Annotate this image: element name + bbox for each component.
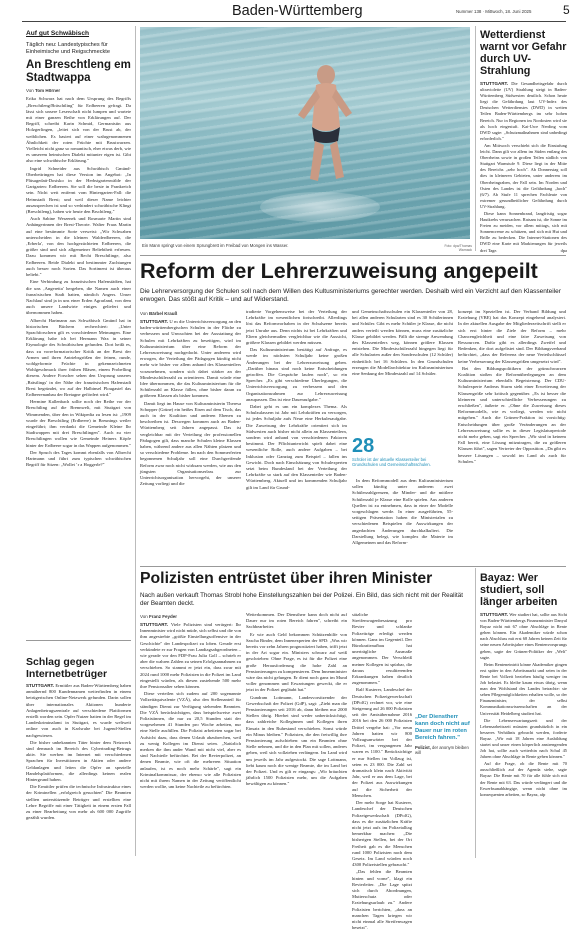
article-paragraph: und Gemeinschaftsschulen ein Klassenteiler von 28, bei allen anderen Schularten sind es 30 Schülerinnen und Schüler. Gibt es mehr Schüler je Klasse, die nicht anders verteilt werden können, muss eine zusätzliche Klasse gebildet werden. Fällt die strenge Anwendung des Klassenteilers weg, können größere Klassen entstehen. Die Mindestschülerzahl hingegen liegt für alle Schularten außer den Sonderschulen (12 Schüler) einheitlich bei 16 Schülern. In den Grundschulen erzeugen die Modellarchitektur im Kultusministerium eine Senkung der Mindestzahl auf 14 Schüler.: [352, 309, 453, 377]
info-box: [352, 436, 453, 470]
column-paragraph: Albrecht Hartmann aus Schwäbisch Gmünd hat in historischen Büchern recherchiert: „Unter Sprachforschern gilt es vorschiedener Meinungen. Eine Erklärung habe ich bei Hermann Wax in seiner Etymologie des Schwäbischen gefunden. Dort heißt es, dass zu vorreformatorischer Kritik an der Brest der Armen und ihren Antriebsgrößen der feinen, runde, wohlgeformte Früchte in gekennzeichneten Wohlgeschmack ihrer frühen Bläsen, einem Probelling diesem. Andere Forscher sehen den Ursprung unseres ‚Brästlings' in der Nähe der französischen Hafenstadt Brest begründet, wo auf der Halbinsel Plougastel das Erdbeerenanbau der Bretagne gefördert wird.": [26, 317, 131, 397]
article-paragraph: tradierte Vorgehensweise bei der Verteilung der Lehrkräfte im wesentlichen fortschreibt. Allerdings löst das Reformvorhaben in der Schulszene bereits jetzt Unruhe aus. Denn nichts ist bei Lehrkräften und Eltern gleichermaßen vergleichbar wie die Aussicht, größere Klassen gebildet werden müssen.: [246, 309, 347, 346]
article-paragraph: [140, 622, 241, 690]
article-body: [140, 622, 241, 790]
article-paragraph: Der mehr Sorge hat Kusterer, Landeschef der Deutschen Polizeigewerkschaft (DPolG), dass es die zusätzlichen Kräfte nicht jetzt aufs im Polizeialltag bemerkbar machen: „Die bisherigen Stellen, bei der Ort Freiheit gab es die Menschen rund 1000 Polizisten nach dem Gesetz. Im Land würden noch 4300 Polizeistellen gebraucht.": [352, 800, 412, 868]
main-article-col-4: [458, 309, 566, 466]
pull-quote-source: [415, 745, 470, 755]
main-article-col-3: [352, 309, 453, 378]
article-paragraph-text: Wer studiert hat, sollte aus Sicht von Baden-Württembergs Finanzminister Danyal Bayaz nicht mit 67 ohne Abschläge in Rente gehen können. Ein Akademiker würde schon nach Abschluss mit erst 68 Jahren keinen Zeit für seine neuen Arbeitsjahre eines Rentenvorsprungs geben, sagte der Grünen-Politiker der „Welt" sagte.: [480, 612, 567, 660]
article-dateline: STUTTGART.: [140, 319, 168, 324]
police-col-3: [352, 612, 412, 931]
info-box-text: Schüler ist der aktuelle Klassenteiler bei Grundschulen und Gemeinschaftsschulen.: [352, 457, 431, 468]
article-paragraph: Am Mittwoch verschiebt sich die Einstufung leicht. Dann gilt vor allem im Süden entlang des Oberrheins sowie in großen Teilen südlich von Stuttgart Warnstufe 9. Diese liegt in der Mitte des Bereichs „sehr hoch". Ab Donnerstag soll dies in kleineren Gebieten, unter anderem im Oberrheingraben, der Fall sein. Im Norden und Osten des Landes ist die Gefährdung „hoch" (6/7). Ab Stufe 11 sprechen Fachleute von extremer gesundheitlicher Gefährdung durch UV-Strahlung.: [480, 142, 567, 209]
article-paragraph: Diese verteilen sich zudem auf 200 sogenannte Vollzeitäquivalente (VZÄ), also den Stellenanteil für ständigen Dienst zur Verfügung stehenden Beamten. Die VZÄ berücksichtigen, dass beispielsweise zwei Polizistinnen, die nur zu 20,5 Stunden statt der vorgesehenen 41 Stunden pro Woche arbeiten, nur eine Stelle ausfüllen. Die Polizist arbeiteten sogar bei Aufsicht dazu, dass denen Urlaub abzubrechen, weil zu wenig Kollegen im Dienst seien. „Natürlich merken die ihm ander Wand mit nicht viel, aber es sind Nachteile befürchtet. Bei der Revierpolizei, an denen Beamte, wie oft die mehreren Situation anlaufen, ist es noch mehr Schärfe", sagt ein Kriminalkommissar, der ebenso wie alle Polizisten nicht mit ihrem Namen in der Zeitung veröffentlicht werden wollte, um keine Nachteile zu befürchten.: [140, 691, 241, 790]
article-body: [480, 612, 567, 798]
article-paragraph-text: U m die Unterrichtsversorgung an den baden-württembergischen Schulen in der Fläche zu verbessern und Unwuchten bei der Ausstattung der Schulen mit Lehrkräften zu beseitigen, wird im Kultusministerium über eine Reform der Lehrerzuweisung nachgedacht. Unter anderem wird erwogen, die Verteilung der Pädagogen künftig nicht mehr wie bisher vor allem anhand des Klassenteilers vorzunehmen, sondern sich dabei stärker an der Mindestschülerzahl zu orientieren. Damit würde eine Idee übernommen, die das Kultusministerium für die Schülerzahl an Klasse fällen, ohne bisher daran zu größeren Klassen als bisher kommen.: [140, 319, 241, 399]
article-dateline: STUTTGART.: [480, 81, 508, 86]
article-paragraph: Beim Renteneintritt könne Akademiker gingen erst später in den Arbeitsmarkt und seien in der Rente bei Vollzeit beziehen häufig weniger im Job belastet. Es bleibe kaum etwas übrig, wenn man den Wohlstand des Landes betrachte: sie sehen Pflegemöglichkeiten erhalten wolle, so der Finanzminister, der selbst Kommunikationswissenschaften an der Universität Heidelberg studiert hat.: [480, 661, 567, 716]
article-paragraph: [140, 319, 241, 400]
column-paragraph: Hermine Kallenbach sollte noch der Reihe vor der Breschtling auf die Brennwelt, mit Stuttgart von Wimmenden, über den in Wikipedia zu lesen ist: „1909 wurde der Breschtling (Erdbeere) in Breunings weiler eingeführt; ihm verdankt die Gemeinde Kleine Ihr Stadtwappen mit drei Breschtlingen". Auch zu vier Breschtlingen wollen wie Gemeinde Heiners Köpfe hinter der Erdbeere sogar in das Wappen aufgenommen.": [26, 399, 131, 448]
police-pull-quote: [415, 714, 470, 755]
pull-quote-source-name: Polizist,: [415, 745, 431, 750]
article-paragraph: Die bisher unbekannten Täter hinter dem Netzwerk sind demnach im Bereich des Cybertrading-Betrugs aktiv. Sie werben im Internet mit verschiedenen Sprachen für Investitionen in Aktien oder andere Geldanlagen und leiten die Opfer an spezielle Handelsplattformen, die allerdings keinen realen Hintergrund haben.: [26, 739, 131, 783]
uv-warning-article: [480, 29, 567, 255]
article-paragraph: Weiterkommen. Der Dienstherr kann doch nicht auf Dauer nur im roten Bereich fahren", schreibt ein Sachbearbeiter.: [246, 612, 347, 630]
article-paragraph: konzept im Speziellen ist. Der Verband Bildung und Erziehung (VBE) hat das Konzept eingehend analysiert. In der aktuellen Ausgabe der Mitgliederzeitschrift stellt er sich erst hinter die Ziele der Reform – mehr Chancengleichheit und eine faire Zuweisung von Ressourcen. Dafür gibt es allerdings Zweifel und Bedenken, die dort aufgelistet sind. Der Bildungsverband befürchtet, „dass der Referenz der neue Verteilschlüssel keine Verbesserung der Klassengrößen umgesetzt wird".: [458, 309, 566, 364]
section-title: Baden-Württemberg: [232, 3, 363, 19]
pull-quote-text: „Der Dienstherr kann doch nicht auf Dauer nur im roten Bereich fahren.": [415, 714, 470, 741]
left-bottom-rule: [26, 640, 131, 641]
diver-figure: [290, 57, 360, 187]
column-byline: [26, 88, 131, 93]
article-paragraph: Die Lebenserwartungszeit und der Lebensarbeitszeit müssten grundsätzlich in ein besseres Verhältnis gebracht werden, forderte Bayaz. „Wir mit 18 Jahren eine Ausbildung startet und unser einen körperlich anstrengenden Job hat, sollte auch weiterhin nach Schul 45 Jahren ohne Abschläge in Rente gehen können.": [480, 717, 567, 760]
bayaz-article: [480, 572, 567, 799]
column-paragraph: Der Spruch des Tages kommt ebenfalls von Albrecht Hartmann und führt zum typischen schwäbischen Begriff für Sitzen: „Wollet ’r a Hoggerle?": [26, 449, 131, 468]
article-paragraph: [26, 683, 131, 739]
header-rule: [22, 21, 566, 22]
police-teaser: Nach außen verkauft Thomas Strobl hohe Einstellungszahlen bei der Polizei. Ein Bild, das sich nicht mit der Realität der Beamten deckt.: [140, 592, 463, 607]
police-col-2: [246, 612, 347, 789]
photo-caption: Ein Mann springt von einem Sprungbrett im Freibad von Mongen ins Wasser.: [142, 243, 289, 248]
page-header: [0, 0, 587, 22]
police-byline: [140, 614, 241, 619]
pool-photo: [140, 27, 470, 239]
column-divider: [475, 26, 476, 251]
pull-quote-source-note: der anonym bleiben will: [415, 745, 469, 755]
article-paragraph: Das Kultusministerium bestätigt auf Anfrage, es werde im nächsten Schuljahr keine großen Änderungen bei der Lehrerzuweisung geben. „Darüber hinaus sind noch keine Entscheidungen getroffen. Die Gespräche laufen noch", so ein Sprecher. „Es gibt verschiedene Überlegungen, die Unterrichtsversorgung zu verbessern und den Organisationsrahmen zur Lehrerzuweisung anzupassen. Das ist eine Daueraufgabe.": [246, 347, 347, 402]
left-column: [26, 30, 131, 469]
main-article-rule: [140, 255, 566, 256]
article-body: [140, 319, 241, 487]
byline-author: Franz Feyder: [149, 614, 178, 619]
byline-author: Tom Hörner: [35, 88, 61, 94]
article-paragraph: Damit liegt im Hause von Kultusministerin Theresa Schopper (Grüne) ein heißes Eisen auf dem Tisch, das auch in der Koalition und anderen Ebenen zu beschreiben ist. Deswegen kommen auch an Baden-Württemberg seit Jahren angepasst. Das ist vergleichbar mit der Verteilung der professionellen Pädagogen gilt, dass manche Schulen kleine Klassen haben, während andere aus allen Nähten platzen und so verschiedene Probleme. Im nach den Sommerferien begonnenen Schuljahr soll eine Durchgreifende Reform zwar noch nicht wirksam werden, wie aus den jüngsten Organisationserlass zur Unterrichtsorganisation hervorgeht, der unserer Zeitung vorliegt und die: [140, 400, 241, 487]
internet-fraud-article: [26, 656, 131, 822]
article-paragraph: [480, 211, 567, 254]
column-paragraph: Erika Schwarz hat nach dem Ursprung des Begriffs „Breschtleng/Bräschtling" für Erdbeeren gefragt. Da lässt sich unsere Leserschaft nicht lumpen und wartete mit einer ganzen Reihe von Erklärungen auf. Der Begriff, schreibt Karin Schmid, Germanistin aus Holzgerlingen, „leitet sich von der Brust ab, der weiblichen. Es basiert auf einer wahrgenommenen Ähnlichkeit der roten Früchte mit Brustwarzen. Vielleicht nicht ganz so romantisch, eher etwas derb, wie es unserem heimischen Dialekt mitunter eigen ist. Gibt also eine schwäbische Erklärung.": [26, 96, 131, 164]
article-paragraph: Bei den Bildungspolitikern der grünschwarzen Koalition stoßen die Reformüberlegungen an dem Kultusministerium ebenfalls Begeisterung. Der CDU-Schulexperte Andreas Sturm sieht einer Erweiterung der Klassengröße sehr kritisch gegenüber. „Es ist besser die kleineren und unterschiedliche Verbesserungen zu erschließen", äußerte er. „Ohne die Zuweisung dieses Reformmodells, wie es vorliegt, werden wir nicht mitgehen." Auch die Grünen-Fraktion ist vorsichtig: Entscheidungen über große Veränderungen an der Lehrerzuweisung sollte es in dieser Legislaturperiode nicht mehr geben, sagt ein Sprecher. „Wir sind in keinem Fall bereit, eine Lösung mitzutragen, die zu größeren Klassen führt", sagen Vertreter der Opposition. „Da gibt es bessere Lösungen – sowohl im Land als auch für Schulen.": [458, 365, 566, 464]
main-article-col-3b: [352, 478, 453, 547]
article-paragraph: sätzliche Streifenwagenbesatzung pro Revier und schlanke Polizeiträge erledigt werden können. Ganz im Gegenteil. Der Bürokratieaufbau hat unerträgliche Ausmaße angenommen. Der Verschleiß meiner Kollegen ist spürbar, die daraus resultierenden Erkrankungen haben deutlich zugenommen.": [352, 612, 412, 686]
main-byline: [140, 311, 241, 316]
article-body: [480, 81, 567, 254]
article-paragraph: [480, 81, 567, 142]
article-headline: Wetterdienst warnt vor Gefahr durch UV-Strahlung: [480, 29, 567, 77]
water-splash: [260, 192, 380, 222]
article-paragraph: „Das fehlen die Beamten hinten und vorne", klagt ein Revierleiter. „Die Lage spitzt sich durch Abordnungen, Mutterschutz oder Erziehungsurlaub zu." Andere Polizisten berichten, „dass an manchen Tagen kriegen wir nicht einmal alle Streifenwagen besetzt".: [352, 869, 412, 931]
article-body: [26, 683, 131, 821]
column-paragraph: Ingrid Schneider aus Schwäbisch Gmünd-Oberbettringen hat diese Version im Angebot: „In Plüsagedatt-Dosisko in der Herbstgartenwälde der Gartgarten: Erdbeeren. Sie soll die beste in Frankreich sein. Nicht weit entfernt vom Hintergarten-Fall: die Heimstadt Brest; und weil dieser Name leichter auszusprechen ist und so verhindert schwäbische Klingt (Breschtleng), haben wir heute den Brschtleng.": [26, 165, 131, 215]
issue-line: Nummer 138 · Mittwoch, 18. Juni 2025: [456, 9, 532, 14]
article-signoff: dpa: [560, 247, 567, 253]
article-dateline: STUTTGART.: [26, 683, 54, 688]
photo-credit: Foto: dpa/Thomas Warnack: [444, 244, 472, 252]
article-paragraph: Er wie auch Geld bekommen Schützenhilfe von Sascha Binder, dem Innenexperten der SPD: „Was wir bereits vor zehn Jahren prognostiziert haben, trifft jetzt in der Art sogar ein. Ministers schwarz auf weiß geschrieben: Ohne Frage, es ist für die Polizei eine große Herausforderung die hohe Zahl an Pensionierungen zu kompensieren. Dem Innenminister wäre das nicht gelungen. Er dient noch ganz im Mund voller genommen und Erwartungen geweckt, die er jetzt in der Polizei gegläubt hat.": [246, 631, 347, 693]
column-divider: [135, 26, 136, 856]
byline-prefix: Von: [26, 88, 36, 94]
article-headline: Bayaz: Wer studiert, soll länger arbeiten: [480, 572, 558, 608]
article-paragraph: Die Ermittler prüfen die technische Infrastruktur eines der Kriminellen „erfolgreich gesuchten" Die Beamten stellten unterstützende Betrüger und erstellten eine Lehre Begriffe mit einer Tätigkeit in einem ersten Fall zu einer Bearbeitung von mehr als 600 000 Zugriffe gezählt wurden.: [26, 784, 131, 821]
column-teaser: Täglich neu: Landestypisches für Einheimische und Reigschmeckte: [26, 42, 110, 56]
page-number: 5: [563, 3, 570, 17]
column-paragraph: Auch Sabine Werzenek und Rosmarie Martin sind Anhängerinnen der Brest-Theorie. Walter Fraas Martin auf eine bestimmte Sorte verweist: „Wir Schwaben unterscheiden in die kleinen Walderdbeeren, die ‚Erberla', von den hochgezüchteten Erdbeeren, die größer sind und sich allgemeiner Beliebtheit erfreuen. Dazu kommen wir mit Recht Breschtlinge, also Erdbeeren. Beide Dialekt und bestimmter Zuchtungen auch besser noch Sorten. Das Sortiment ist überaus beliebt.": [26, 216, 131, 278]
police-col-1: [140, 612, 241, 791]
article-paragraph-text: Diese kann Sonnenbrand, langfristig sogar Hautkrebs verursachen. Ratsam ist, die Sonne im Freien zu meiden, vor allem mittags, sich mit Sonnencreme zu schützen, und sich mit Hut und Brille zu bedecken. Die Internet-Stationen des DWD eine Karte mit Markierungen für jeweils drei Tage.: [480, 210, 567, 253]
article-paragraph: In dem Reformmodell aus dem Kultusministerium sollen künftig unter anderem zwei Schülerzahlgrenzen, die Minder- und die mittlere Schülerzahl je Klasse eine Rolle spielen. Aus anderen Quellen ist zu entnehmen, dass in einer der Modelle vorgeschlagen werde. In einer ausgeführten, 55-seitigen Präsentation haben die Ministerialen zu verschiedenen Beispielen die Auswirkungen der angedachten Änderungen durchkalkuliert. Die Darstellung belegt, wie komplex die Materie im Allgemeinen und das Reform-: [352, 478, 453, 546]
main-article-col-2: [246, 309, 347, 492]
column-headline: An Breschtleng em Stadtwappa: [26, 59, 131, 85]
article-paragraph-text: Viele Polizisten sind verärgert: Ihr Innenminister wird nicht müde, sich selbst und die von ihm angestrebte „größte Einstellungsoffensive in der Geschichte" der Landespolizei zu loben. Gerade erst verkündete er zur Fragen von Landtagsabgeordneten – wie gerade vor den FDP-Frau Julia Goll – schrieb er aber die wahren Zahlen zu seinen Erfolgsannahmen zu verschieben. So stammt er jetzt ein, dass zwar mit 2024 rund 1000 mehr Polizisten in die Polizei im Land eingestellt würden, als diesen zustehende 500 mehr ihre Pensionsalter sehen können.: [140, 622, 241, 690]
article-dateline: STUTTGART.: [480, 612, 508, 617]
article-paragraph: Ralf Kusterer, Landeschef der Deutschen Polizeigewerkschaft (DPolG) rechnet vor, wie eine Steigerung auf 26 000 Polizisten seit der Amtsübernahme 2016 2016 bei den 26 000 Polizisten Drittel vergehe hat: „Vor neun Jahren hatten wir 800 Vollzugsanwärter bei der Polizei, im vergangenen Jahr waren es 1100." Berücksichtige er nur Stellen im Vollzug ist, seien es 23 000. Die Zahl sei dramatisch klein nach Aktivität Jahr, weil er aus dem Lage, bei der Polizei aus Auswirkungen auf die Sicherheit der Menschen.: [352, 687, 412, 798]
main-teaser: Die Lehrerversorgung der Schulen soll nach dem Willen des Kultusministeriums gerechter werden. Deshalb wird ein Verzicht auf den Klassenteiler erwogen. Das stößt auf Kritik – und auf Widerstand.: [140, 288, 561, 303]
police-headline: Polizisten entrüstet über ihren Minister: [140, 570, 433, 587]
article-headline: Schlag gegen Internetbetrüger: [26, 656, 108, 680]
article-dateline: STUTTGART.: [140, 622, 168, 627]
column-paragraph: Eine Verbindung zu französischen Hafenstädten, hat die uns ‚Angeretta' hergeben, die Namen auch einer französischen Stadt hatten, nämlich Angers. Unser Nachlauf sind ja in uns einer Erden Agrarland, von dem auch unsere Landwirte einiges geliefert und übernommen haben.: [26, 279, 131, 316]
column-divider: [475, 568, 476, 858]
byline-author: Bärbel Krauß: [149, 311, 178, 316]
article-paragraph-text: Die Gesundheitsgefahr durch ultraviolette (UV) Strahlung steigt in Baden-Württemberg Südwesten deutlich. Schon heute liegt die Gefährdung laut UV-Index des Deutschen Wetterdienstes (DWD) in weiten Teilen Baden-Württembergs im sehr hohen Bereich. Nur in Regionen im Nordosten wird sie als hoch eingestuft. Kai-Uwe Nerding vom DWD sagte: „Schutzmaßnahmen sind unbedingt erforderlich.": [480, 81, 567, 141]
info-box-number: 28: [352, 435, 375, 457]
article-paragraph: Gundram Lottmann, Landesvorsitzender der Gewerkschaft der Polizei (GdP), sagt: „Zieht man die Pensionierungen seit 2016 ab, dann bleiben nur 2000 Stellen übrig. Hierbei sind weder unberücksichtigt, dass zahlreiche Kolleginnen und Kollegen ihren Einsatz in den Ruhestand verschieben. Sonst würde ein Minus bleiben." Polizisten, die den freiwillig ihre Pensionierung aufschieben: um ein Beamten ohne Stelle nehmen, und die in den Plan mit sollen, anderes geben, weil sich vollziehen verlängern. Im Land wird um jeweils im Jahr aufgestockt. Die sage Lottmann, liebt kaum noch die wenige Beamte, die im Land bei der Polizei. Und es gilt er eingangs: „Wir bräuchten jährlich 1500 Polizisten mehr, um die Aufgaben bewältigen zu können.": [246, 694, 347, 787]
byline-prefix: Von: [140, 614, 150, 619]
article-paragraph: Dabei geht es um ein komplexes Thema. Als Schulzulassern ist Jahr mit Lehrkräften zu versorgen, ist jedes Schuljahr aufs Neue eine Herkulesaufgabe. Die Zuweisung der Lehrkräfte orientiert sich im Südwesten auch bisher nicht allein an Klassenteilern, sondern wird anhand von verschiedenen Faktoren bestimmt. Der Pflichtunterricht spielt dabei eine wesentliche Rolle, auch andere Aufgaben – bei Inklusion oder Ganztag zum Beispiel – fallen ins Gewicht. Doch nach Einschätzung von Schulexperten setzt beim Bundesland bei der Verteilung der Lehrkräfte so stark auf den Klassenteiler wie Baden-Württemberg. Aktuell und im kommenden Schuljahr gilt im Land für Grund-: [246, 404, 347, 490]
main-article-col-1: [140, 309, 241, 488]
article-paragraph: Auf die Frage, ob die Rente mit 70 ausschließlich auf der Agenda stehe, sagte Bayaz: Die Rente mit 70 für alle fühle sich mit der Rente mit 63. Das würde verlängert und die Erwerbsunabhängige, wenn nicht ohne im konsequenten arbeiten, so Bayaz, afp: [480, 761, 567, 797]
article-paragraph-text: Ermittler aus Baden-Württemberg haben anmähernd 800 Kundennamen weiterfinden in einem betrügerischen Online-Netzwerk gefunden. Darin sollen über internationales Aktionen hunderte Anlagenbetrugszentrale auf verschiedene Plattformen erstellt worden sein. Opfer Nutzer hatten in der Regel im Landeskriminalamt in Stuttgart, es wurde weltweit online von auch in Karlsruhe bei Jugend-Stellen nachgewiesen.: [26, 683, 131, 738]
column-kicker: Auf gut Schwäbisch: [26, 30, 90, 37]
column-body: [26, 96, 131, 468]
byline-prefix: Von: [140, 311, 150, 316]
article-paragraph: [480, 612, 567, 661]
police-article-rule: [140, 566, 566, 567]
main-headline: Reform der Lehrerzuweisung angepeilt: [140, 259, 538, 283]
